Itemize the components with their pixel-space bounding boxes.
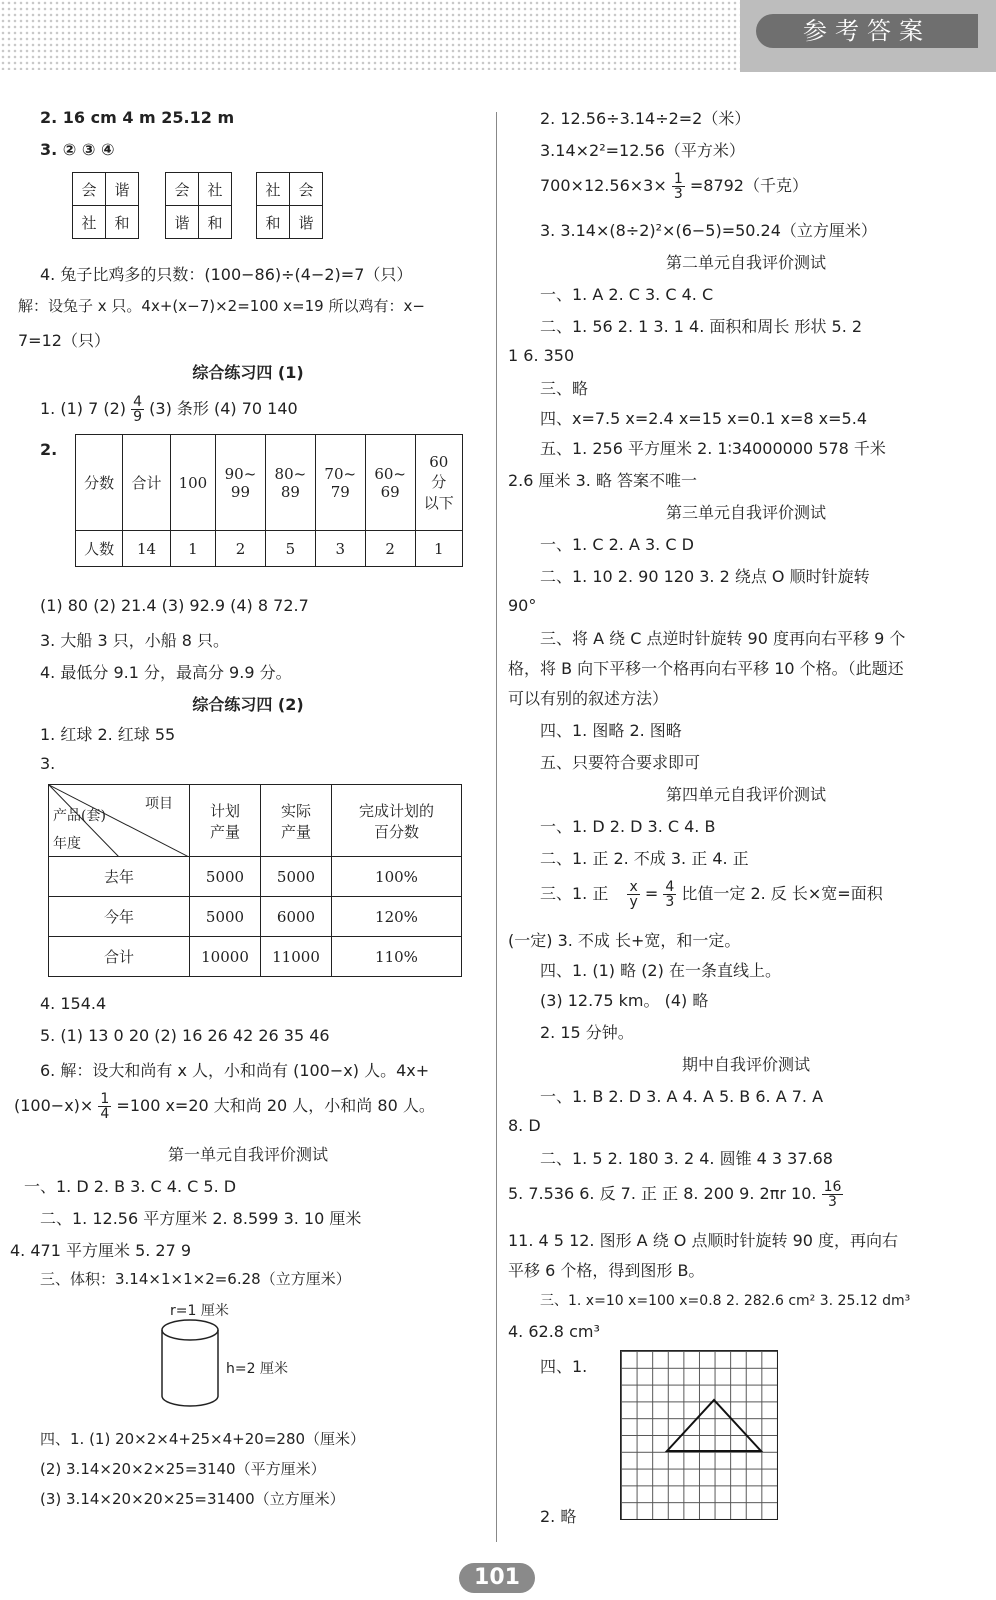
answer-line: 4. 最低分 9.1 分，最高分 9.9 分。 — [40, 663, 292, 682]
grid-cell: 谐 — [290, 206, 323, 239]
table-cell: 合计 — [49, 937, 190, 977]
table-header-cell: 计划 产量 — [190, 785, 261, 857]
table-cell: 5000 — [261, 857, 332, 897]
table-cell: 120% — [332, 897, 462, 937]
table-cell: 110% — [332, 937, 462, 977]
answer-line — [508, 1180, 843, 1209]
table-cell: 10000 — [190, 937, 261, 977]
answer-text: (3) 条形 (4) 70 140 — [149, 399, 298, 418]
cylinder-figure — [160, 1318, 220, 1410]
answer-line: 三、将 A 绕 C 点逆时针旋转 90 度再向右平移 9 个 — [540, 629, 906, 648]
answer-line: 7=12（只） — [18, 331, 110, 350]
radius-label: r=1 厘米 — [170, 1303, 229, 1319]
answer-line: 4. 62.8 cm³ — [508, 1322, 600, 1341]
answer-line: 四、1. 图略 2. 图略 — [540, 721, 682, 740]
fraction-numerator: 1 — [673, 171, 683, 187]
table-cell: 1 — [415, 531, 462, 567]
grid-cell: 和 — [199, 206, 232, 239]
answer-line: (2) 3.14×20×2×25=3140（平方厘米） — [40, 1460, 326, 1478]
table-cell: 6000 — [261, 897, 332, 937]
production-table — [48, 784, 462, 977]
table-cell: 1 — [170, 531, 215, 567]
answer-line: 一、1. C 2. A 3. C D — [540, 535, 694, 554]
fraction-numerator: 16 — [823, 1179, 842, 1195]
table-cell: 5000 — [190, 857, 261, 897]
answer-line: 4. 471 平方厘米 5. 27 9 — [10, 1241, 192, 1260]
corner-label-bottom: 年度 — [53, 836, 81, 852]
triangle-figure — [620, 1350, 780, 1520]
fraction-denominator: 4 — [100, 1106, 110, 1122]
section-heading: 第一单元自我评价测试 — [167, 1145, 328, 1164]
answer-line: 二、1. 12.56 平方厘米 2. 8.599 3. 10 厘米 — [40, 1209, 362, 1228]
answer-line: 一、1. D 2. D 3. C 4. B — [540, 817, 716, 836]
answer-line: 一、1. D 2. B 3. C 4. C 5. D — [24, 1177, 237, 1196]
answer-line: 4. 154.4 — [40, 994, 107, 1013]
table-cell: 人数 — [76, 531, 123, 567]
table-corner-cell — [49, 785, 190, 857]
table-cell: 今年 — [49, 897, 190, 937]
fraction — [663, 880, 676, 909]
answer-line: 4. 兔子比鸡多的只数：(100−86)÷(4−2)=7（只） — [40, 265, 413, 284]
grid-cell: 会 — [73, 173, 106, 206]
grid-cell: 社 — [73, 206, 106, 239]
answer-line: 2.6 厘米 3. 略 答案不唯一 — [508, 471, 698, 490]
fraction-numerator: 1 — [100, 1091, 110, 1107]
answer-line: 二、1. 10 2. 90 120 3. 2 绕点 O 顺时针旋转 — [540, 567, 870, 586]
corner-label-mid: 产品(套) — [53, 808, 106, 824]
fraction-numerator: 4 — [133, 394, 143, 410]
table-cell: 11000 — [261, 937, 332, 977]
grid-cell: 社 — [199, 173, 232, 206]
answer-line: 1 6. 350 — [508, 346, 575, 365]
answer-text: 5. 7.536 6. 反 7. 正 正 8. 200 9. 2πr 10. — [508, 1184, 817, 1203]
table-cell: 14 — [123, 531, 170, 567]
answer-line: 3.14×2²=12.56（平方米） — [540, 141, 745, 160]
section-heading: 期中自我评价测试 — [681, 1055, 810, 1074]
answer-line — [540, 172, 808, 201]
answer-text: 比值一定 2. 反 长×宽=面积 — [681, 884, 883, 903]
answer-line: 解：设兔子 x 只。4x+(x−7)×2=100 x=19 所以鸡有：x− — [18, 297, 425, 315]
answer-line: 二、1. 正 2. 不成 3. 正 4. 正 — [540, 849, 749, 868]
answer-line: 四、x=7.5 x=2.4 x=15 x=0.1 x=8 x=5.4 — [540, 409, 868, 428]
fraction — [98, 1092, 111, 1121]
answer-line: 一、1. B 2. D 3. A 4. A 5. B 6. A 7. A — [540, 1087, 824, 1106]
table-cell: 100% — [332, 857, 462, 897]
answer-line — [540, 880, 883, 909]
answer-line: 2. 16 cm 4 m 25.12 m — [40, 108, 235, 127]
answer-line: 3. 大船 3 只，小船 8 只。 — [40, 631, 230, 650]
table-cell: 2 — [216, 531, 266, 567]
answer-line: 一、1. A 2. C 3. C 4. C — [540, 285, 714, 304]
table-cell: 去年 — [49, 857, 190, 897]
table-header-cell: 60 分 以下 — [415, 435, 462, 531]
column-divider — [496, 112, 497, 1542]
answer-line: 二、1. 56 2. 1 3. 1 4. 面积和周长 形状 5. 2 — [540, 317, 863, 336]
table-header-cell: 完成计划的 百分数 — [332, 785, 462, 857]
grid-cell: 社 — [257, 173, 290, 206]
section-heading: 综合练习四 (1) — [192, 363, 304, 382]
answer-line: 3. ② ③ ④ — [40, 140, 115, 159]
answer-line: 90° — [508, 596, 537, 615]
answer-line: 11. 4 5 12. 图形 A 绕 O 点顺时针旋转 90 度，再向右 — [508, 1231, 899, 1250]
fraction-numerator: x — [629, 879, 638, 895]
answer-line: 3. 3.14×(8÷2)²×(6−5)=50.24（立方厘米） — [540, 221, 877, 240]
score-table — [75, 434, 463, 567]
answer-line: 三、1. x=10 x=100 x=0.8 2. 282.6 cm² 3. 25.12 dm³ — [540, 1293, 911, 1309]
grid-cell: 谐 — [106, 173, 139, 206]
char-grid-1 — [72, 172, 139, 239]
answer-line — [40, 395, 298, 424]
fraction — [672, 172, 685, 201]
section-heading: 第二单元自我评价测试 — [665, 253, 826, 272]
answer-text: 三、1. 正 — [540, 884, 609, 903]
page-number: 101 — [459, 1563, 535, 1593]
answer-line: 2. 略 — [540, 1507, 577, 1526]
answer-line: 三、略 — [540, 379, 589, 398]
answer-line: 五、1. 256 平方厘米 2. 1∶34000000 578 千米 — [540, 439, 886, 458]
fraction-denominator: y — [629, 894, 638, 910]
grid-cell: 会 — [290, 173, 323, 206]
section-heading: 第三单元自我评价测试 — [665, 503, 826, 522]
corner-label-top: 项目 — [145, 796, 173, 812]
answer-line: 二、1. 5 2. 180 3. 2 4. 圆锥 4 3 37.68 — [540, 1149, 833, 1168]
table-header-cell: 60~ 69 — [365, 435, 415, 531]
answer-line: 1. 红球 2. 红球 55 — [40, 725, 176, 744]
table-cell: 3 — [315, 531, 365, 567]
answer-line: 2. 15 分钟。 — [540, 1023, 634, 1042]
answer-line: 2. 12.56÷3.14÷2=2（米） — [540, 109, 751, 128]
char-grid-3 — [256, 172, 323, 239]
table-header-cell: 70~ 79 — [315, 435, 365, 531]
answer-line: 可以有别的叙述方法） — [508, 689, 669, 708]
char-grid-2 — [165, 172, 232, 239]
answer-line: 五、只要符合要求即可 — [540, 753, 701, 772]
answer-line: (3) 12.75 km。 (4) 略 — [540, 991, 709, 1010]
section-heading: 综合练习四 (2) — [192, 695, 304, 714]
fraction — [627, 880, 639, 909]
header-dot-pattern — [0, 0, 740, 70]
answer-line: 三、体积：3.14×1×1×2=6.28（立方厘米） — [40, 1270, 351, 1288]
header-title: 参考答案 — [756, 14, 978, 48]
answer-text: =8792（千克） — [689, 176, 808, 195]
grid-cell: 和 — [106, 206, 139, 239]
answer-line: 8. D — [508, 1116, 541, 1135]
section-heading: 第四单元自我评价测试 — [665, 785, 826, 804]
table-cell: 2 — [365, 531, 415, 567]
answer-text: 700×12.56×3× — [540, 176, 667, 195]
table-cell: 5000 — [190, 897, 261, 937]
answer-line: 3. — [40, 754, 56, 773]
table-header-cell: 100 — [170, 435, 215, 531]
table-header-cell: 合计 — [123, 435, 170, 531]
table-header-cell: 分数 — [76, 435, 123, 531]
table-header-cell: 90~ 99 — [216, 435, 266, 531]
fraction-denominator: 3 — [673, 186, 683, 202]
grid-cell: 谐 — [166, 206, 199, 239]
answer-text: =100 x=20 大和尚 20 人，小和尚 80 人。 — [116, 1096, 435, 1115]
answer-line: 2. — [40, 440, 58, 459]
answer-line: 平移 6 个格，得到图形 B。 — [508, 1261, 705, 1280]
answer-line: (一定) 3. 不成 长+宽，和一定。 — [508, 931, 741, 950]
fraction-numerator: 4 — [665, 879, 675, 895]
table-cell: 5 — [265, 531, 315, 567]
fraction-denominator: 3 — [828, 1194, 837, 1210]
answer-line: 四、1. — [540, 1357, 588, 1376]
answer-line: 5. (1) 13 0 20 (2) 16 26 42 26 35 46 — [40, 1026, 330, 1045]
height-label: h=2 厘米 — [226, 1361, 288, 1377]
grid-cell: 会 — [166, 173, 199, 206]
answer-text: 1. (1) 7 (2) — [40, 399, 127, 418]
table-header-cell: 实际 产量 — [261, 785, 332, 857]
answer-line: 四、1. (1) 20×2×4+25×4+20=280（厘米） — [40, 1430, 366, 1448]
equals-sign: = — [644, 884, 659, 903]
answer-line: 四、1. (1) 略 (2) 在一条直线上。 — [540, 961, 781, 980]
answer-line: (3) 3.14×20×20×25=31400（立方厘米） — [40, 1490, 345, 1508]
answer-line — [14, 1092, 435, 1121]
answer-line: 格，将 B 向下平移一个格再向右平移 10 个格。（此题还 — [508, 659, 904, 678]
fraction-denominator: 3 — [665, 894, 675, 910]
answer-line: (1) 80 (2) 21.4 (3) 92.9 (4) 8 72.7 — [40, 596, 309, 615]
grid-cell: 和 — [257, 206, 290, 239]
fraction-denominator: 9 — [133, 409, 143, 425]
fraction — [131, 395, 144, 424]
fraction — [822, 1180, 844, 1209]
answer-line: 6. 解：设大和尚有 x 人，小和尚有 (100−x) 人。4x+ — [40, 1061, 430, 1080]
answer-text: (100−x)× — [14, 1096, 94, 1115]
table-header-cell: 80~ 89 — [265, 435, 315, 531]
